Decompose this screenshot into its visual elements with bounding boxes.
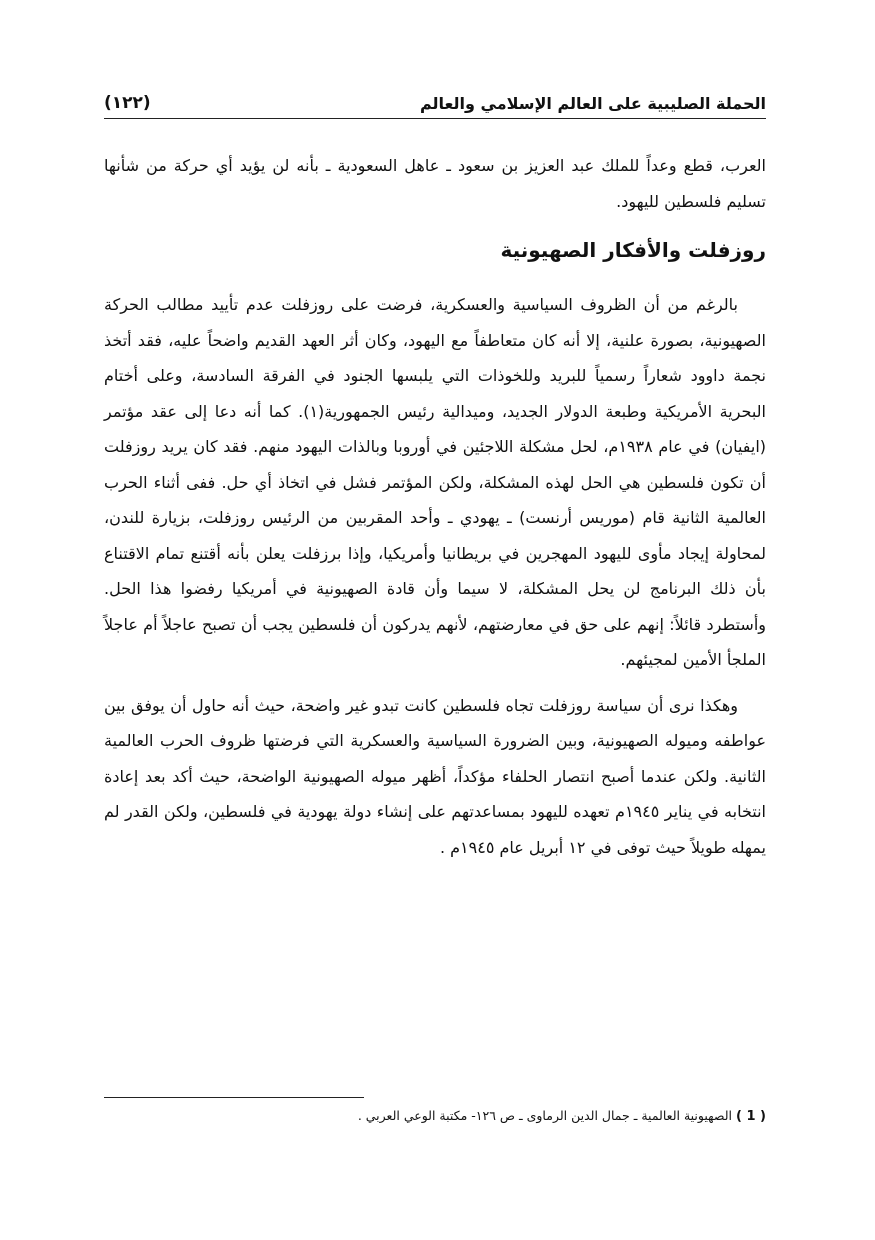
footnote xyxy=(104,1105,766,1128)
paragraph: وهكذا نرى أن سياسة روزفلت تجاه فلسطين كانت تبدو غير واضحة، حيث أنه حاول أن يوفق بين عواطفه وميوله الصهيونية، وبين الضرورة السياسية والعسكرية التي فرضتها ظروف الحرب العالمية الثانية. ولكن عندما أصبح انتصار الحلفاء مؤكداً، أظهر ميوله الصهيونية الواضحة، حيث أكد بعد إعادة انتخابه في يناير ١٩٤٥م تعهده لليهود بمساعدتهم على إنشاء دولة يهودية في فلسطين، ولكن القدر لم يمهله طويلاً حيث توفى في ١٢ أبريل عام ١٩٤٥م . xyxy=(104,695,767,857)
running-header xyxy=(104,88,766,119)
body-text xyxy=(104,148,766,865)
paragraph: بالرغم من أن الظروف السياسية والعسكرية، فرضت على روزفلت عدم تأييد مطالب الحركة الصهيونية، بصورة علنية، إلا أنه كان متعاطفاً مع اليهود، وكان أثر العهد القديم واضحاً عليه، فقد أتخذ نجمة داوود شعاراً رسمياً للبريد وللخوذات التي يلبسها الجنود في الفرقة السادسة، وعلى أختام البحرية الأمريكية وطبعة الدولار الجديد، وميدالية رئيس الجمهورية(١). كما أنه دعا إلى عقد مؤتمر (ايفيان) في عام ١٩٣٨م، لحل مشكلة اللاجئين في أوروبا وبالذات اليهود منهم. فقد كان يريد روزفلت أن تكون فلسطين هي الحل لهذه المشكلة، ولكن المؤتمر فشل في اتخاذ أي حل. ففى أثناء الحرب العالمية الثانية قام (موريس أرنست) ـ يهودي ـ وأحد المقربين من الرئيس روزفلت، بزيارة للندن، لمحاولة إيجاد مأوى لليهود المهجرين في بريطانيا وأمريكيا، وإذا برزفلت يعلن بأنه أقتنع تمام الاقتناع بأن ذلك البرنامج لن يحل المشكلة، لا سيما وأن قادة الصهيونية في أمريكيا رفضوا هذا الحل. وأستطرد قائلاً: إنهم على حق في معارضتهم، لأنهم يدركون أن فلسطين يجب أن تصبح عاجلاً أم عاجلاً الملجأ الأمين لمجيئهم. xyxy=(104,295,767,669)
footnote-text: الصهيونية العالمية ـ جمال الدين الرماوى ـ ص ١٢٦- مكتبة الوعي العربي . xyxy=(357,1108,733,1123)
footnote-divider xyxy=(104,1097,364,1098)
paragraph-continued: العرب، قطع وعداً للملك عبد العزيز بن سعود ـ عاهل السعودية ـ بأنه لن يؤيد أي حركة من شأنها تسليم فلسطين لليهود. xyxy=(104,156,766,211)
page-number: (١٢٢) xyxy=(104,93,151,113)
document-page xyxy=(104,0,766,1240)
section-heading: روزفلت والأفكار الصهيونية xyxy=(500,238,766,262)
footnote-marker: ( 1 ) xyxy=(736,1109,766,1124)
running-title: الحملة الصليبية على العالم الإسلامي والعالم xyxy=(419,93,766,113)
